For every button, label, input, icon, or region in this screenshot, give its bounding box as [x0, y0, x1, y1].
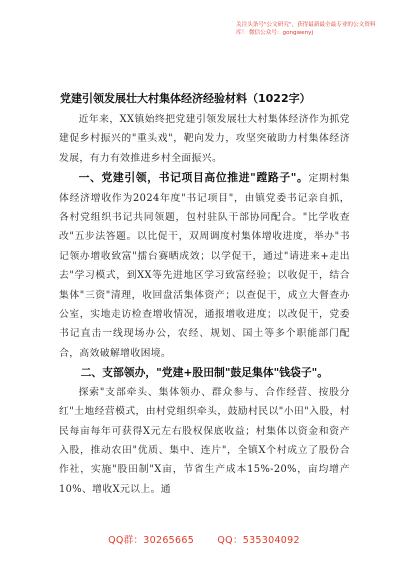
- contact-footer: [0, 532, 408, 546]
- section-2-heading: 二、支部领办，"党建+股田制"鼓足集体"钱袋子"。: [80, 366, 329, 380]
- section-2-body: 探索"支部牵头、集体领办、群众参与、合作经营、按股分红"土地经营模式，由村党组织牵头，鼓励村民以"小田"入股，村民每亩每年可获得X元左右股权保底收益；村集体以资金和资产入股，推动农田"优质、集中、连片"，全镇X个村成立了股份合作社，实施"股田制"X亩，节省生产成本15%-20%，亩均增产10%、增收X元以上。通: [59, 386, 350, 495]
- promo-banner: 关注头条号"公文研究"，获得最新最全最专业的公文资料库！ 微信公众号：gongwenyj: [236, 22, 376, 36]
- document-title: 党建引领发展壮大村集体经济经验材料（1022字）: [60, 92, 311, 105]
- document-body: [59, 110, 350, 499]
- intro-paragraph: 近年来，XX镇始终把党建引领发展壮大村集体经济作为抓党建促乡村振兴的"重头戏"，靶向发力，攻坚突破助力村集体经济发展，有力有效推进乡村全面振兴。: [59, 114, 350, 164]
- qq-text: QQ：535304092: [217, 535, 300, 546]
- qq-group-text: QQ群：30265665: [108, 535, 195, 546]
- section-1-heading: 一、党建引领，书记项目高位推进"蹚路子"。: [78, 171, 309, 185]
- section-1-paragraph: [59, 168, 350, 363]
- section-1-body: 定期村集体经济增收作为2024年度"书记项目"，由镇党委书记亲自抓，各村党组织书记共同领题，包村驻队干部协同配合。"比学收查改"五步法答题。以比促干，双周调度村集体增收进度，举办"书记领办增收致富"擂台赛晒成效；以学促干，通过"请进来+走出去"学习模式，到XX等先进地区学习致富经验；以收促干，结合集体"三资"清理，收回盘活集体资产；以查促干，成立大督查办公室，实地走访检查增收情况，通报增收进度；以改促干，党委书记直击一线现场办公，农经、规划、国土等多个职能部门配合，高效破解增收困境。: [59, 173, 350, 359]
